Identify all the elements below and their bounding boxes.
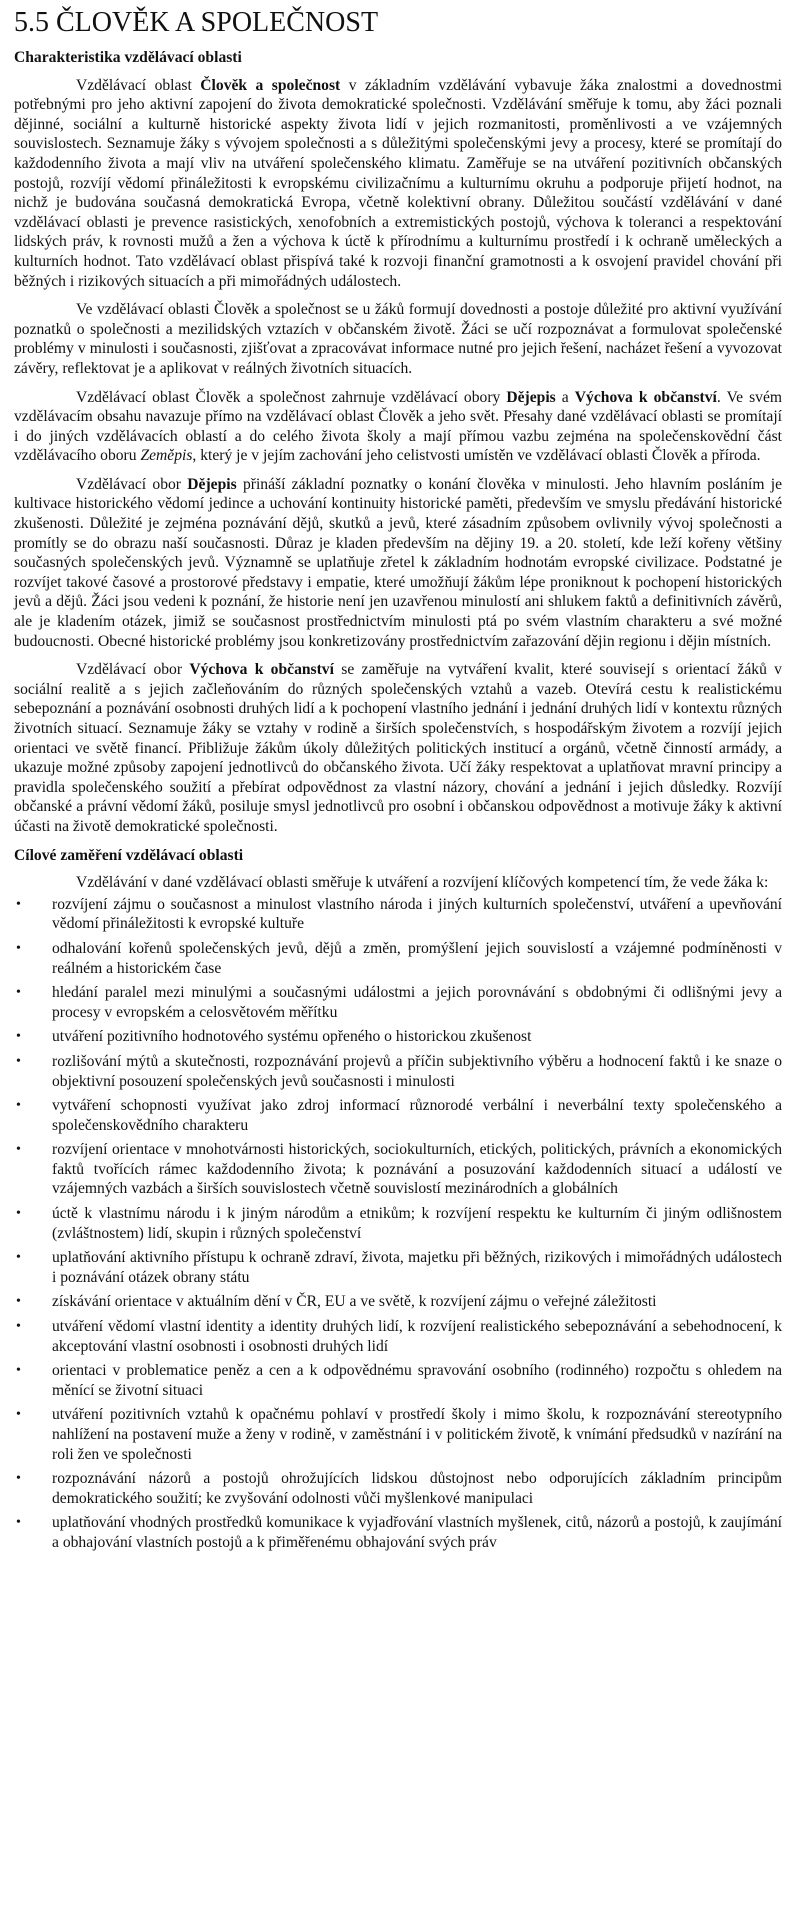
text-run: . Ve svém vzdělávacím obsahu navazuje přímo na vzdělávací oblast Člověk a jeho svět. Přesahy dané vzdělávací oblasti se promítají i do jiných vzdělávacích oblastí a do celého života školy a mají přímou vazbu zejména na společenskovědní část vzdělávacího oboru xyxy=(14,388,782,465)
bullet-icon: • xyxy=(16,1319,21,1335)
list-item-text: odhalování kořenů společenských jevů, dějů a změn, promýšlení jejich souvislostí a vzájemné podmíněnosti v reálném a historickém čase xyxy=(52,939,782,977)
list-item-text: utváření pozitivních vztahů k opačnému pohlaví v prostředí školy i mimo školu, k rozpoznávání stereotypního nahlížení na postavení muže a ženy v rodině, v zaměstnání i v politickém životě, k vnímání předsudků v nazírání na roli žen ve společnosti xyxy=(52,1406,782,1463)
text-run: Vzdělávací obor xyxy=(76,661,190,679)
bullet-icon: • xyxy=(16,1363,21,1379)
bold-term: Dějepis xyxy=(187,475,237,493)
list-item-text: rozvíjení zájmu o současnost a minulost vlastního národa i jiných kulturních společenství, utváření a upevňování vědomí přináležitosti k evropské kultuře xyxy=(52,895,782,933)
bullet-icon: • xyxy=(16,1142,21,1158)
list-item xyxy=(14,1204,782,1243)
text-run: přináší základní poznatky o konání člověka v minulosti. Jeho hlavním posláním je kultivace historického vědomí jedince a uchování kontinuity historické paměti, především ve smyslu předávání historické zkušenosti. Důležité je zejména poznávání dějů, skutků a jevů, které zásadním způsobem ovlivnily vývoj společnosti a promítly se do obrazu naší současnosti. Důraz je kladen především na dějiny 19. a 20. století, kde leží kořeny většiny současných společenských jevů. Významně se uplatňuje zřetel k základním hodnotám evropské civilizace. Podstatné je rozvíjet takové časové a prostorové představy i empatie, které umožňují žákům lépe proniknout k pochopení historických jevů a dějů. Žáci jsou vedeni k poznání, že historie není jen uzavřenou minulostí ani shlukem faktů a definitivních závěrů, ale je kladením otázek, jimiž se současnost prostřednictvím minulosti ptá po svém vlastním charakteru a své možné budoucnosti. Obecné historické problémy jsou konkretizovány prostřednictvím zařazování dějin regionu i dějin místních. xyxy=(14,475,782,650)
text-run: Vzdělávací oblast Člověk a společnost zahrnuje vzdělávací obory xyxy=(76,388,507,406)
list-item xyxy=(14,1361,782,1400)
bullet-icon: • xyxy=(16,896,21,912)
bullet-icon: • xyxy=(16,1053,21,1069)
chapter-heading: 5.5 ČLOVĚK A SPOLEČNOST xyxy=(14,7,379,38)
paragraph-subjects xyxy=(14,388,782,466)
list-item xyxy=(14,1513,782,1552)
bold-term: Výchova k občanství xyxy=(189,661,334,679)
list-item-text: utváření pozitivního hodnotového systému opřeného o historickou zkušenost xyxy=(52,1028,532,1046)
list-item-text: utváření vědomí vlastní identity a identity druhých lidí, k rozvíjení realistického sebepoznávání a sebehodnocení, k akceptování vlastní osobnosti i osobnosti druhých lidí xyxy=(52,1318,782,1355)
list-item xyxy=(14,939,782,978)
bullet-icon: • xyxy=(16,1294,21,1310)
list-item-text: úctě k vlastnímu národu i k jiným národům a etnikům; k rozvíjení respektu ke kulturním či jiným odlišnostem (zvláštnostem) lidí, skupin i různých společenství xyxy=(52,1205,782,1242)
bullet-icon: • xyxy=(16,985,21,1001)
list-item-text: hledání paralel mezi minulými a současnými událostmi a jejich porovnávání s obdobnými či odlišnými jevy a procesy v evropském a celosvětovém měřítku xyxy=(52,984,782,1021)
list-item-text: uplatňování vhodných prostředků komunikace k vyjadřování vlastních myšlenek, citů, názorů a postojů, k zaujímání a obhajování vlastních postojů a k přiměřenému obhajování svých práv xyxy=(52,1514,782,1551)
text-run: Vzdělávací oblast xyxy=(76,76,201,94)
list-item-text: rozlišování mýtů a skutečnosti, rozpoznávání projevů a příčin subjektivního výběru a hodnocení faktů i ke snaze o objektivní posouzení společenských jevů současnosti i minulosti xyxy=(52,1052,782,1090)
bullet-icon: • xyxy=(16,1098,21,1114)
paragraph-history xyxy=(14,475,782,651)
bullet-icon: • xyxy=(16,940,21,956)
list-item-text: rozpoznávání názorů a postojů ohrožujících lidskou důstojnost nebo odporujících základním principům demokratického soužití; ke zvyšování odolnosti vůči myšlenkové manipulaci xyxy=(52,1470,782,1507)
list-item xyxy=(14,1140,782,1199)
section-title-characteristics: Charakteristika vzdělávací oblasti xyxy=(14,49,242,66)
list-item xyxy=(14,895,782,934)
bold-term: Člověk a společnost xyxy=(200,76,341,94)
text-run: v základním vzdělávání vybavuje žáka znalostmi a dovednostmi potřebnými pro jeho aktivní zapojení do života demokratické společnosti. Vzdělávání směřuje k tomu, aby žáci poznali dějinné, sociální a kulturně historické aspekty života lidí v jejich rozmanitosti, proměnlivosti a ve vzájemných souvislostech. Seznamuje žáky s vývojem společnosti a s důležitými společenskými jevy a procesy, které se promítají do každodenního života a mají vliv na utváření společenského klimatu. Zaměřuje se na utváření pozitivních občanských postojů, rozvíjí vědomí přináležitosti k evropskému civilizačnímu a kulturnímu okruhu a podporuje přijetí hodnot, na nichž je budována současná demokratická Evropa, včetně kolektivní obrany. Důležitou součástí vzdělávání v dané vzdělávací oblasti je prevence rasistických, xenofobních a extremistických postojů, výchova k toleranci a respektování lidských práv, k rovnosti mužů a žen a výchova k úctě k přírodnímu a kulturnímu prostředí i k ochraně uměleckých a kulturních hodnot. Tato vzdělávací oblast přispívá také k rozvoji finanční gramotnosti a k osvojení pravidel chování při běžných i rizikových situacích a při mimořádných událostech. xyxy=(14,76,783,290)
list-item xyxy=(14,1292,782,1312)
list-item xyxy=(14,983,782,1022)
paragraph-skills: Ve vzdělávací oblasti Člověk a společnost se u žáků formují dovednosti a postoje důležité pro aktivní využívání poznatků o společnosti a mezilidských vztazích v občanském životě. Žáci se učí rozpoznávat a formulovat společenské problémy v minulosti i současnosti, zjišťovat a zpracovávat informace nutné pro jejich řešení, nacházet řešení a vyvozovat závěry, reflektovat je a aplikovat v reálných životních situacích. xyxy=(14,301,782,377)
list-item xyxy=(14,1096,782,1135)
list-item-text: uplatňování aktivního přístupu k ochraně zdraví, života, majetku při běžných, rizikových i mimořádných událostech i poznávání otázek obrany státu xyxy=(52,1249,782,1286)
text-run: se zaměřuje na vytváření kvalit, které souvisejí s orientací žáků v sociální realitě a s jejich začleňováním do různých společenských vztahů a vazeb. Otevírá cestu k realistickému sebepoznání a poznávání osobnosti druhých lidí a k pochopení vlastního jednání i jednání druhých lidí v kontextu různých životních situací. Seznamuje žáky se vztahy v rodině a širších společenstvích, s hospodářským životem a rozvíjí jejich orientaci ve světě financí. Přibližuje žákům úkoly důležitých politických institucí a orgánů, včetně činností armády, a ukazuje možné způsoby zapojení jednotlivců do občanského života. Učí žáky respektovat a uplatňovat mravní principy a pravidla společenského soužití a přebírat odpovědnost za vlastní názory, chování a jednání i jejich důsledky. Rozvíjí občanské a právní vědomí žáků, posiluje smysl jednotlivců pro osobní i občanskou odpovědnost a motivuje žáky k aktivní účasti na životě demokratické společnosti. xyxy=(14,661,782,835)
paragraph-intro xyxy=(14,76,782,292)
list-item-text: získávání orientace v aktuálním dění v ČR, EU a ve světě, k rozvíjení zájmu o veřejné záležitosti xyxy=(52,1293,657,1311)
goals-list xyxy=(14,895,782,1553)
section-title-goals: Cílové zaměření vzdělávací oblasti xyxy=(14,846,244,864)
paragraph-civics xyxy=(14,660,782,836)
text-run: Vzdělávací obor xyxy=(76,475,188,493)
list-item xyxy=(14,1469,782,1508)
bullet-icon: • xyxy=(16,1407,21,1423)
bullet-icon: • xyxy=(16,1250,21,1266)
text-run: , který je v jejím zachování jeho celistvosti umístěn ve vzdělávací oblasti Člověk a příroda. xyxy=(192,447,761,465)
bold-term: Dějepis xyxy=(506,388,556,406)
bullet-icon: • xyxy=(16,1029,21,1045)
bullet-icon: • xyxy=(16,1206,21,1222)
list-item xyxy=(14,1405,782,1464)
list-item-text: orientaci v problematice peněz a cen a k odpovědnému spravování osobního (rodinného) rozpočtu s ohledem na měnící se životní situaci xyxy=(52,1362,782,1399)
text-run: a xyxy=(555,388,575,406)
list-item xyxy=(14,1052,782,1091)
list-item-text: vytváření schopnosti využívat jako zdroj informací různorodé verbální i neverbální texty společenského a společenskovědního charakteru xyxy=(52,1097,782,1134)
bullet-icon: • xyxy=(16,1471,21,1487)
list-item-text: rozvíjení orientace v mnohotvárnosti historických, sociokulturních, etických, politických, právních a ekonomických faktů tvořících rámec každodenního života; k poznávání a posuzování každodenních situací a událostí ve vzájemných vazbách a širších souvislostech včetně souvislostí mezinárodních a globálních xyxy=(52,1141,782,1198)
paragraph-goals-intro: Vzdělávání v dané vzdělávací oblasti směřuje k utváření a rozvíjení klíčových kompetencí tím, že vede žáka k: xyxy=(76,874,769,892)
list-item xyxy=(14,1248,782,1287)
list-item xyxy=(14,1317,782,1356)
italic-term: Zeměpis xyxy=(140,447,193,465)
list-item xyxy=(14,1027,782,1047)
bullet-icon: • xyxy=(16,1515,21,1531)
bold-term: Výchova k občanství xyxy=(574,388,717,406)
